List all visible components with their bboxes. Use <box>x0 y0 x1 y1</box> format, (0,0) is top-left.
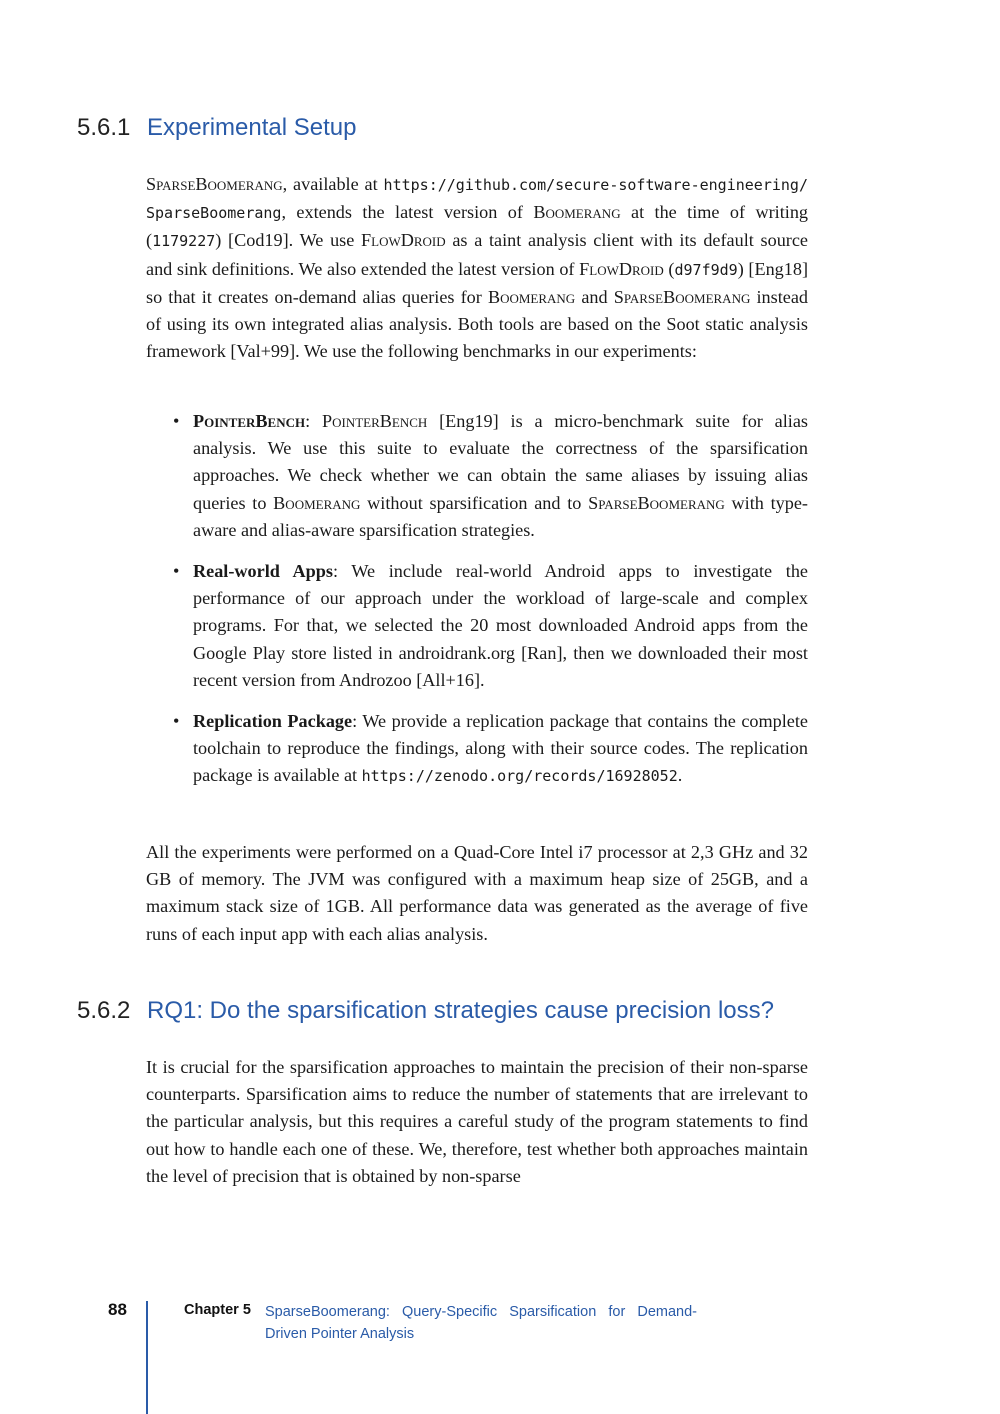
bullet-icon: • <box>173 711 180 732</box>
setup-paragraph <box>146 171 808 365</box>
section-heading-5-6-1 <box>77 113 356 143</box>
chapter-label: Chapter 5 <box>184 1302 251 1318</box>
text-run: ( <box>663 258 675 279</box>
text-run: ) [Eng18] so that it creates on-demand alias queries for <box>146 258 809 307</box>
tool-name: FlowDroid <box>361 230 446 251</box>
hardware-paragraph <box>146 839 808 948</box>
list-item-replication-package <box>173 708 808 791</box>
section-heading-5-6-2 <box>77 996 774 1026</box>
chapter-title: SparseBoomerang: Query-Specific Sparsification for Demand-Driven Pointer Analysis <box>265 1304 697 1342</box>
text-run: instead of using its own integrated alias analysis. Both tools are based on the Soot static analysis framework [Val+99]. We use the following benchmarks in our experiments: <box>146 286 808 362</box>
list-item-pointerbench <box>173 408 808 544</box>
tool-name: SparseBoomerang <box>613 286 751 307</box>
tool-name: SparseBoomerang <box>588 492 725 513</box>
page-number: 88 <box>108 1300 127 1319</box>
section-title: Experimental Setup <box>147 114 357 141</box>
text-run: at the time of writing ( <box>146 202 809 251</box>
paragraph-text: It is crucial for the sparsification approaches to maintain the precision of their non-sparse counterparts. Sparsification aims to reduce the number of statements that are irrelevant to the particular analysis, but this requires a careful study of the program statements to find out how to handle each one of these. We, therefore, test whether both approaches maintain the level of precision that is obtained by non-sparse <box>146 1057 808 1186</box>
list-item-real-world-apps <box>173 558 808 694</box>
text-run: : We provide a replication package that contains the complete toolchain to reproduce the findings, along with their source codes. The replication package is available at <box>193 711 808 786</box>
bullet-icon: • <box>173 411 180 431</box>
benchmark-list <box>173 408 808 805</box>
tool-name: FlowDroid <box>579 258 664 279</box>
commit-hash: 1179227 <box>152 232 216 251</box>
section-number: 5.6.1 <box>77 114 131 141</box>
text-run: . <box>677 765 683 786</box>
text-run: and <box>575 286 614 307</box>
tool-name: Boomerang <box>533 202 621 223</box>
section-number: 5.6.2 <box>77 997 131 1024</box>
text-run: : <box>305 411 322 431</box>
text-run: with type-aware and alias-aware sparsification strategies. <box>193 492 808 540</box>
text-run: , extends the latest version of <box>281 202 534 223</box>
item-term: Replication Package <box>193 711 353 732</box>
rq1-paragraph <box>146 1054 808 1190</box>
item-term: Real-world Apps <box>193 561 333 582</box>
text-run: , available at <box>282 174 384 194</box>
section-title: RQ1: Do the sparsification strategies cause precision loss? <box>147 997 774 1024</box>
replication-url: https://zenodo.org/records/16928052 <box>361 767 678 786</box>
text-run: without sparsification and to <box>360 492 589 513</box>
tool-name: Boomerang <box>487 286 576 307</box>
page-footer <box>0 1297 1000 1414</box>
tool-name: Boomerang <box>273 492 361 513</box>
footer-rule <box>146 1301 148 1414</box>
text-run: as a taint analysis client with its default source and sink definitions. We also extended the latest version of <box>146 230 808 279</box>
repository-url: https://github.com/secure-software-engineering/SparseBoomerang <box>146 176 808 223</box>
tool-name: PointerBench <box>321 411 428 431</box>
text-run: : We include real-world Android apps to investigate the performance of our approach under the workload of large-scale and complex programs. For that, we selected the 20 most downloaded Android apps from the Google Play store listed in androidrank.org [Ran], then we downloaded their most recent version from Androzoo [All+16]. <box>193 561 808 690</box>
tool-name: SparseBoomerang <box>146 174 283 194</box>
item-term: PointerBench <box>193 411 306 431</box>
text-run: ) [Cod19]. We use <box>215 230 362 251</box>
commit-hash: d97f9d9 <box>674 260 738 279</box>
text-run: [Eng19] is a micro-benchmark suite for alias analysis. We use this suite to evaluate the correctness of the sparsification approaches. We check whether we can obtain the same aliases by issuing alias queries to <box>193 411 808 513</box>
paragraph-text: All the experiments were performed on a Quad-Core Intel i7 processor at 2,3 GHz and 32 GB of memory. The JVM was configured with a maximum heap size of 25GB, and a maximum stack size of 1GB. All performance data was generated as the average of five runs of each input app with each alias analysis. <box>146 842 808 944</box>
bullet-icon: • <box>173 561 180 582</box>
